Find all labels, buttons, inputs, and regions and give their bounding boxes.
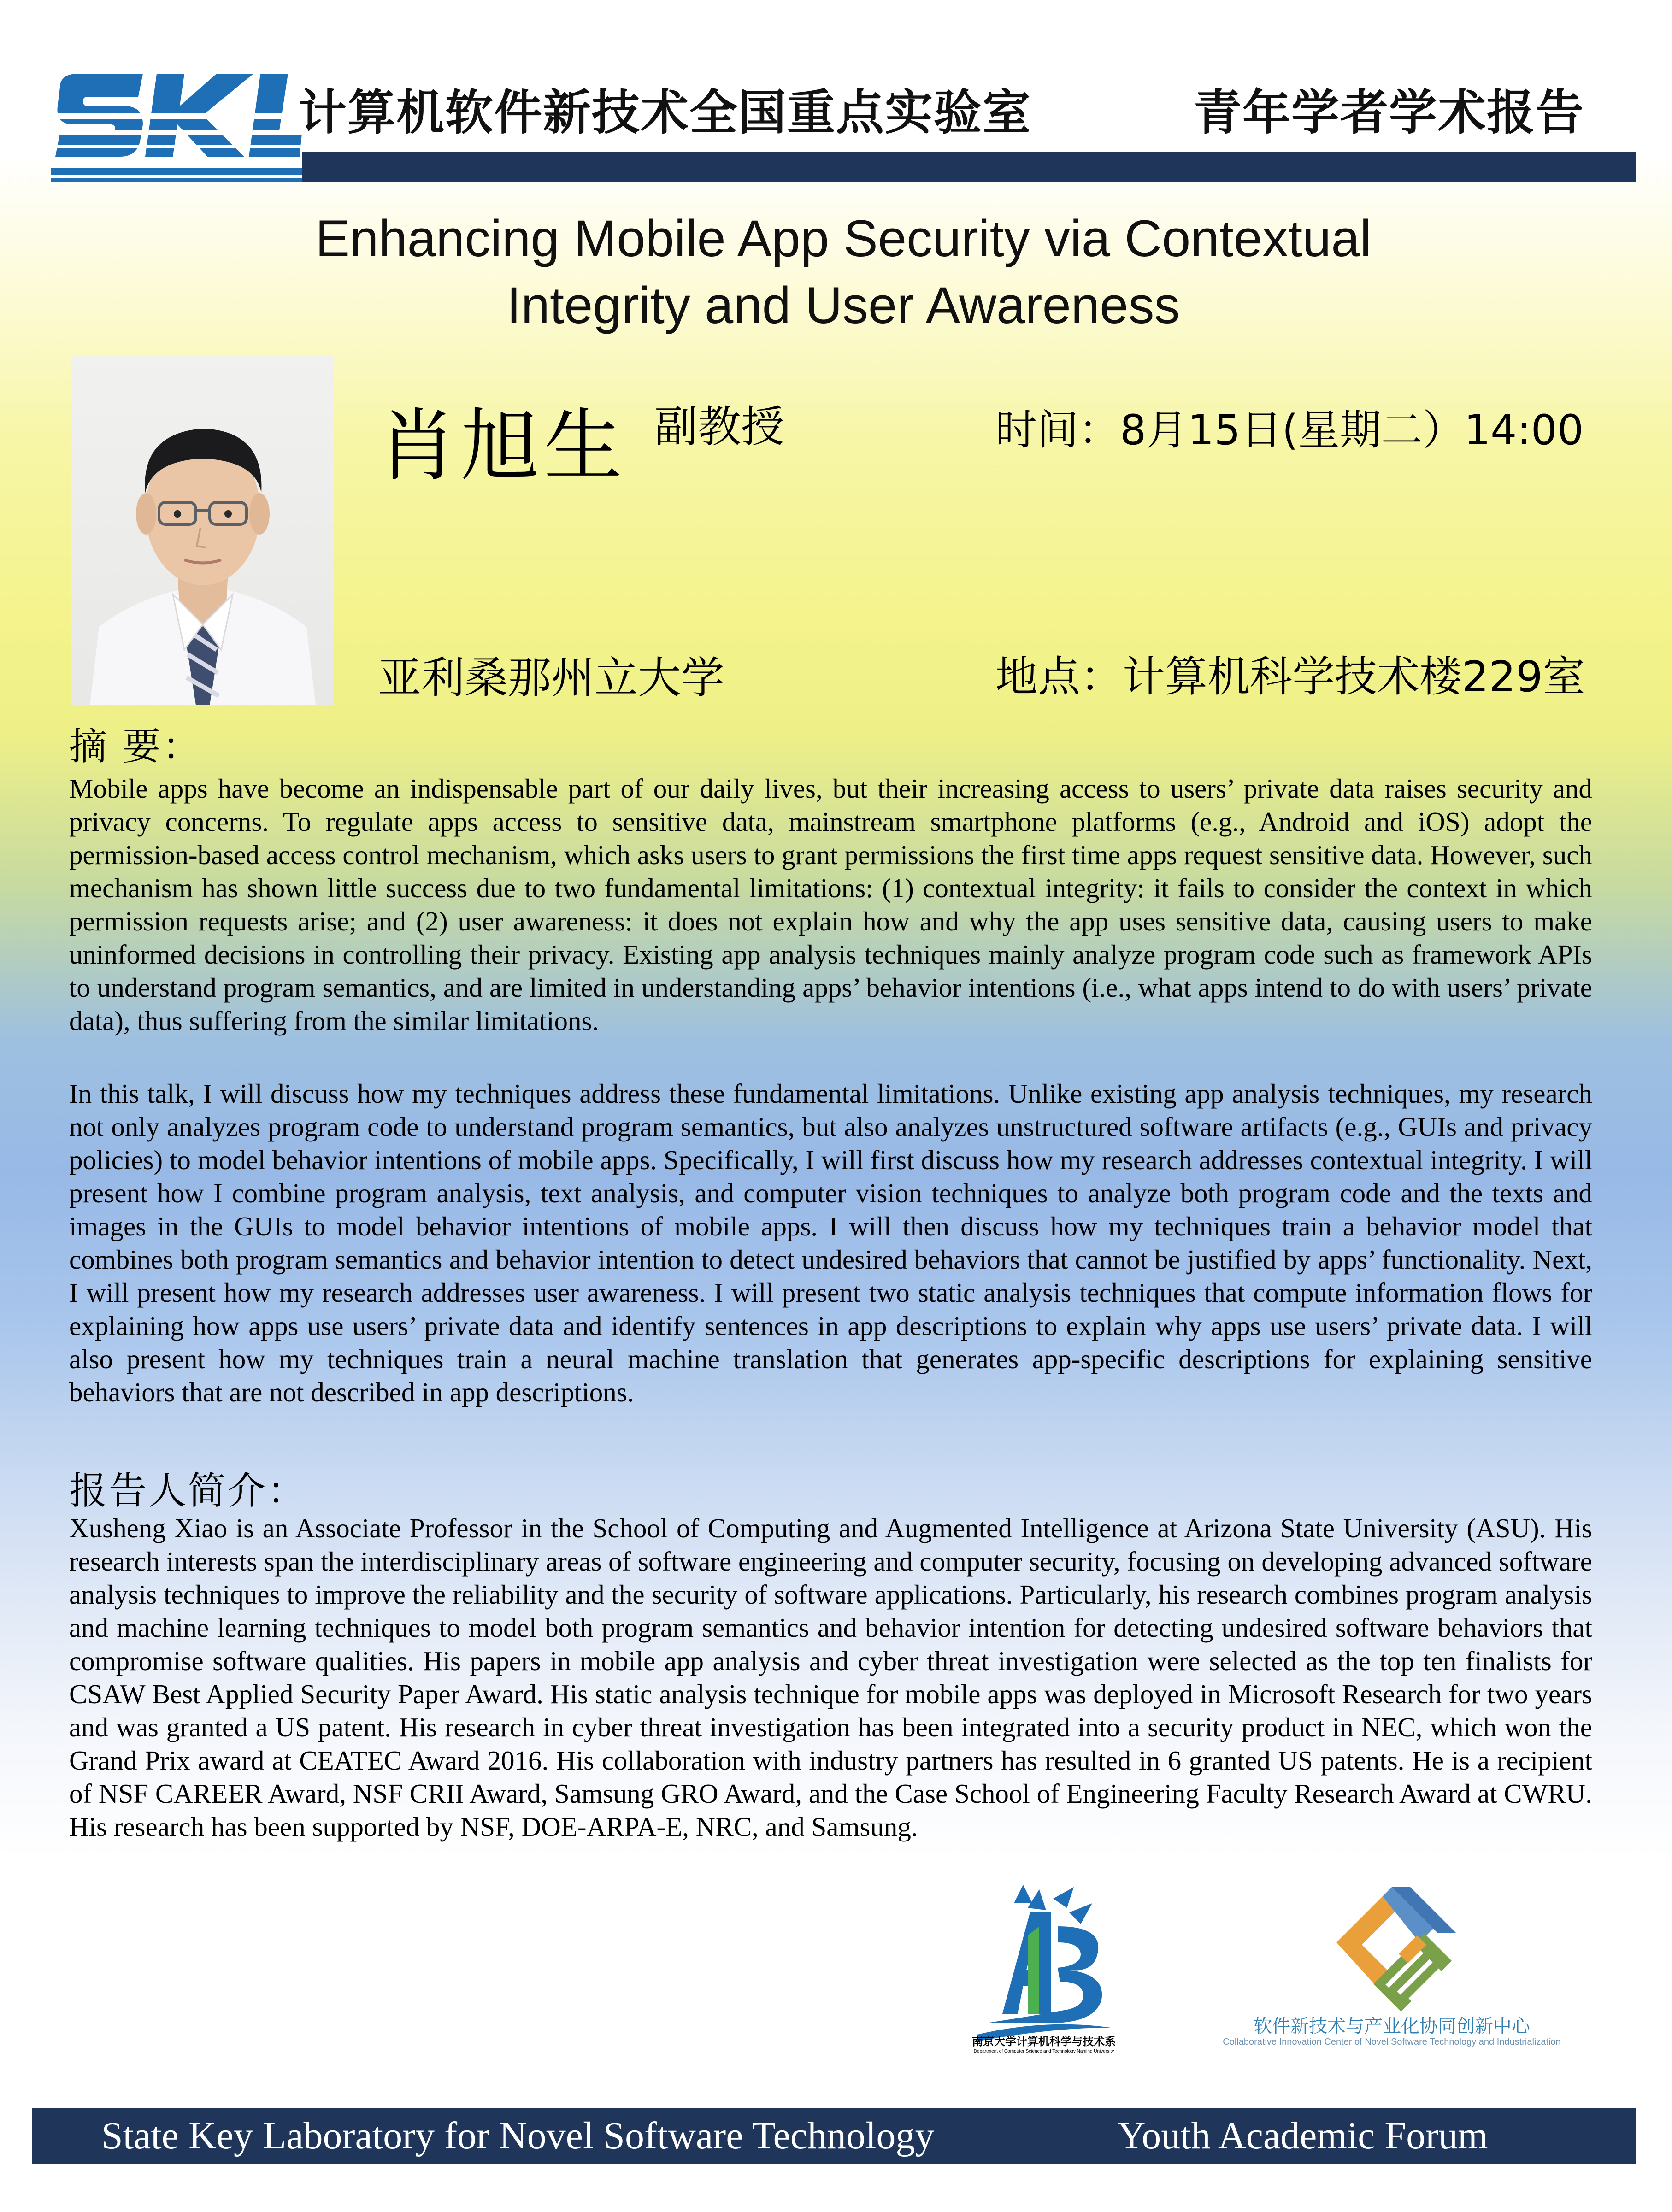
talk-title-line-1: Enhancing Mobile App Security via Contextual [315,210,1372,267]
cs-department-name-en: Department of Computer Science and Technology Nanjing University [973,2049,1114,2054]
skl-logo [51,69,302,184]
speaker-position: 副教授 [654,402,785,452]
abstract-heading: 摘 要： [69,725,202,769]
innovation-center-name-en: Collaborative Innovation Center of Novel Software Technology and Industrialization [1223,2037,1561,2047]
speaker-photo [71,355,334,705]
innovation-center-logo [1318,1873,1466,2012]
talk-title [138,205,1548,339]
talk-time: 时间：8月15日(星期二）14:00 [995,406,1584,454]
talk-location: 地点：计算机科学技术楼229室 [995,652,1585,701]
abstract-paragraph-2: In this talk, I will discuss how my techniques address these fundamental limitations. Unlike existing app analysis techniques, my research not only analyzes program code to understand program semantics, but also analyzes unstructured software artifacts (e.g., GUIs and privacy policies) to model behavior intentions of mobile apps. Specifically, I will first discuss how my research addresses contextual integrity. I will present how I combine program analysis, text analysis, and computer vision techniques to analyze both program code and the texts and images in the GUIs to model behavior intentions of mobile apps. I will then discuss how my techniques train a behavior model that combines both program semantics and behavior intention to detect undesired behaviors that cannot be justified by apps’ functionality. Next, I will present how my research addresses user awareness. I will present two static analysis techniques that compute information flows for explaining how apps use users’ private data and identify sentences in app descriptions to explain why apps use users’ private data. I will also present how my techniques train a neural machine translation that generates app-specific descriptions for explaining sensitive behaviors that are not described in app descriptions. [69,1078,1592,1407]
footer-lab-name: State Key Laboratory for Novel Software Technology [101,2114,935,2157]
bio-heading: 报告人简介： [69,1469,307,1513]
innovation-center-name-cn: 软件新技术与产业化协同创新中心 [1254,2016,1530,2037]
bio-paragraph: Xusheng Xiao is an Associate Professor in the School of Computing and Augmented Intelligence at Arizona State University (ASU). His research interests span the interdisciplinary areas of software engineering and computer security, focusing on developing advanced software analysis techniques to improve the reliability and the security of software applications. Particularly, his research combines program analysis and machine learning techniques to model both program semantics and behavior intention for detecting undesired software behaviors that compromise software qualities. His papers in mobile app analysis and cyber threat investigation were selected as the top ten finalists for CSAW Best Applied Security Paper Award. His static analysis technique for mobile apps was deployed in Microsoft Research for two years and was granted a US patent. His research in cyber threat investigation has been integrated into a security product in NEC, which won the Grand Prix award at CEATEC Award 2016. His collaboration with industry partners has resulted in 6 granted US patents. He is a recipient of NSF CAREER Award, NSF CRII Award, Samsung GRO Award, and the Case School of Engineering Faculty Research Award at CWRU. His research has been supported by NSF, DOE-ARPA-E, NRC, and Samsung. [69,1513,1592,1842]
speaker-affiliation: 亚利桑那州立大学 [378,653,725,703]
abstract-paragraph-1: Mobile apps have become an indispensable part of our daily lives, but their increasing access to users’ private data raises security and privacy concerns. To regulate apps access to sensitive data, mainstream smartphone platforms (e.g., Android and iOS) adopt the permission-based access control mechanism, which asks users to grant permissions the first time apps request sensitive data. However, such mechanism has shown little success due to two fundamental limitations: (1) contextual integrity: it fails to consider the context in which permission requests arise; and (2) user awareness: it does not explain how and why the app uses sensitive data, causing users to make uninformed decisions in controlling their privacy. Existing app analysis techniques mainly analyze program code such as framework APIs to understand program semantics, and are limited in understanding apps’ behavior intentions (i.e., what apps intend to do with users’ private data), thus suffering from the similar limitations. [69,773,1592,1036]
talk-title-line-2: Integrity and User Awareness [506,276,1180,334]
portrait-icon [71,355,334,705]
forum-name-cn: 青年学者学术报告 [1194,84,1585,141]
cs-department-name-cn: 南京大学计算机科学与技术系 [972,2035,1116,2048]
footer-bar [32,2108,1636,2164]
header-bar [302,152,1636,182]
speaker-name: 肖旭生 [378,400,627,492]
lab-name-cn: 计算机软件新技术全国重点实验室 [299,84,1032,141]
footer-forum-name: Youth Academic Forum [1118,2114,1488,2157]
